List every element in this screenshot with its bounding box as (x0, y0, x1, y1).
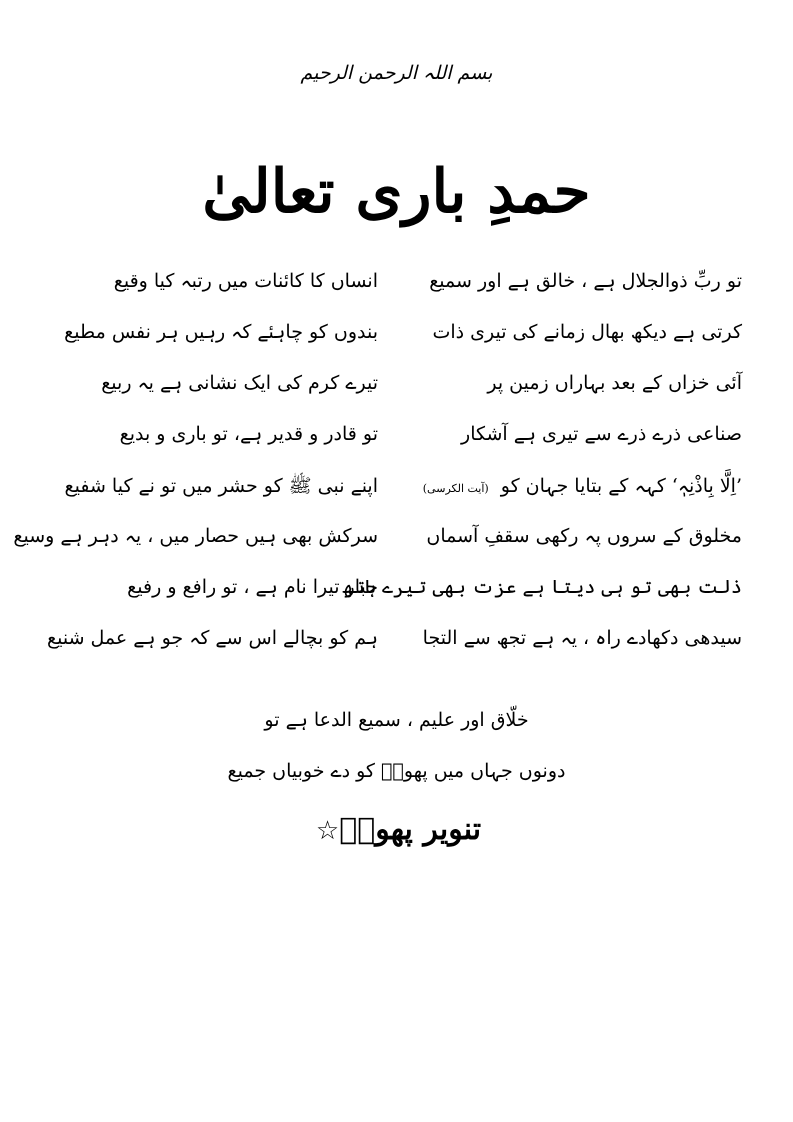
couplet (42, 321, 742, 372)
couplet-first-line: مخلوق کے سروں پہ رکھی سقفِ آسماں (426, 525, 742, 547)
closing-line: خلّاق اور علیم ، سمیع الدعا ہے تو (264, 709, 529, 731)
couplet-second-line: جبار تیرا نام ہے ، تو رافع و رفیع (127, 576, 378, 598)
poet-signature (0, 812, 793, 847)
couplet (42, 423, 742, 474)
couplet (42, 627, 742, 678)
couplet-first-line: آئی خزاں کے بعد بہاراں زمین پر (487, 372, 742, 394)
couplet-second-line: تیرے کرم کی ایک نشانی ہے یہ ربیع (101, 372, 378, 394)
poem-title: حمدِ باری تعالیٰ (202, 157, 591, 227)
couplet-first-line: کرتی ہے دیکھ بھال زمانے کی تیری ذات (432, 321, 742, 343)
couplet-second-line: انساں کا کائنات میں رتبہ کیا وقیع (113, 270, 378, 292)
couplet (13, 525, 742, 576)
couplet-first-line (406, 475, 742, 497)
closing-line: دونوں جہاں میں پھولؔ کو دے خوبیاں جمیع (227, 760, 566, 782)
verse-reference: (آیت الکرسی) (422, 482, 489, 495)
couplet-first-line: سیدھی دکھادے راہ ، یہ ہے تجھ سے التجا (422, 627, 742, 649)
couplet-second-line: بندوں کو چاہئے کہ رہیں ہر نفس مطیع (64, 321, 378, 343)
closing-couplet (0, 700, 793, 802)
couplet (42, 474, 742, 525)
couplet-second-line: سرکش بھی ہیں حصار میں ، یہ دہر ہے وسیع (13, 525, 378, 547)
couplet (42, 372, 742, 423)
couplet-first-line-text: ’اِلَّا بِاذْنِہٖ‘ کہہ کے بتایا جہان کو (500, 475, 742, 497)
star-icon: ☆ (315, 816, 340, 846)
couplet-list (13, 270, 742, 678)
couplet-first-line: ذلت بھی تو ہی دیتا ہے عزت بھی تیرے ہاتھ (342, 576, 742, 598)
couplet-first-line: تو ربِّ ذوالجلال ہے ، خالق ہے اور سمیع (429, 270, 742, 292)
bismillah-text: بسم اللہ الرحمن الرحیم (300, 62, 493, 84)
couplet (42, 270, 742, 321)
couplet-first-line: صناعی ذرے ذرے سے تیری ہے آشکار (461, 423, 742, 445)
couplet-second-line: ہم کو بچالے اس سے کہ جو ہے عمل شنیع (47, 627, 378, 649)
poet-name: تنویر پھولؔ (339, 812, 482, 847)
bismillah-heading (0, 62, 793, 84)
couplet-second-line: تو قادر و قدیر ہے، تو باری و بدیع (119, 423, 378, 445)
couplet-second-line: اپنے نبی ﷺ کو حشر میں تو نے کیا شفیع (64, 475, 378, 497)
couplet (42, 576, 742, 627)
